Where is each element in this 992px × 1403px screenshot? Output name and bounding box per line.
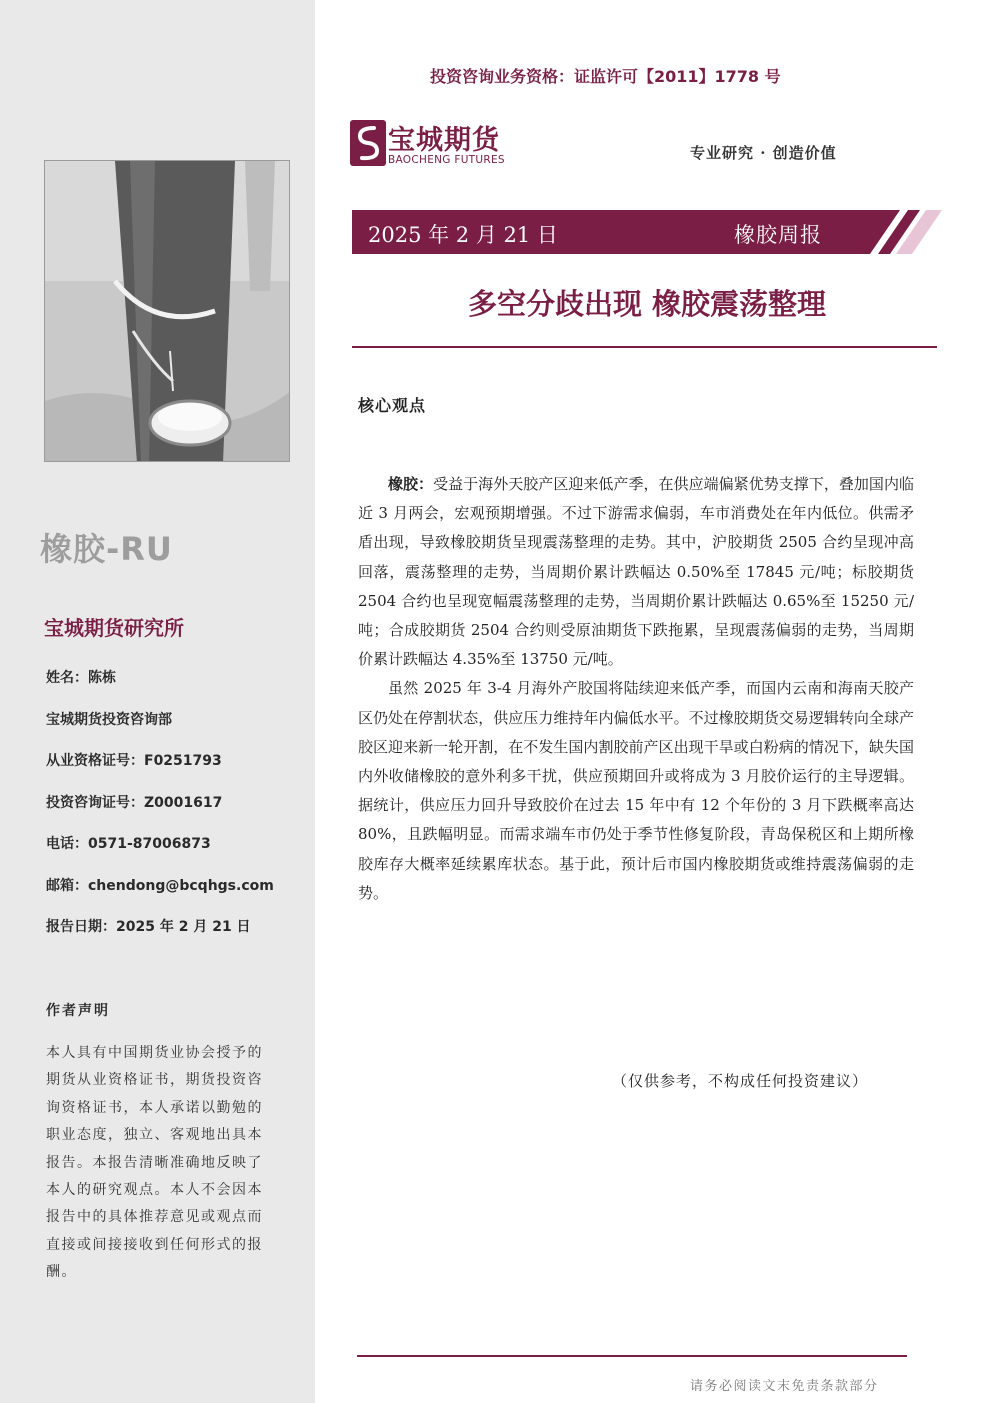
report-date: 报告日期：2025 年 2 月 21 日 (46, 919, 251, 935)
paragraph-1-lead: 橡胶： (388, 475, 434, 493)
phone: 电话：0571-87006873 (46, 836, 211, 852)
declaration-text: 本人具有中国期货业协会授予的期货从业资格证书，期货投资咨询资格证书，本人承诺以勤勉的职业态度，独立、客观地出具本报告。本报告清晰准确地反映了本人的研究观点。本人不会因本报告中的具体推荐意见或观点而直接或间接接收到任何形式的报酬。 (46, 1045, 263, 1281)
footer-divider (357, 1355, 907, 1357)
institute-name: 宝城期货研究所 (44, 616, 184, 640)
logo-english: BAOCHENG FUTURES (388, 154, 505, 166)
logo-chinese: 宝城期货 (388, 125, 500, 156)
product-code: 橡胶-RU (40, 530, 173, 568)
title-divider (352, 346, 937, 348)
report-type: 橡胶周报 (734, 223, 822, 247)
analyst-name: 姓名：陈栋 (46, 670, 116, 686)
investment-disclaimer: （仅供参考，不构成任何投资建议） (612, 1072, 869, 1090)
license-line: 投资咨询业务资格：证监许可【2011】1778 号 (430, 67, 781, 86)
consulting-license-number: 投资咨询证号：Z0001617 (46, 794, 223, 811)
footer-note: 请务必阅读文末免责条款部分 (690, 1379, 879, 1394)
report-banner (352, 210, 942, 254)
analyst-info-list (46, 668, 306, 959)
banner-date: 2025 年 2 月 21 日 (368, 223, 558, 247)
rubber-tree-image (45, 161, 290, 462)
department: 宝城期货投资咨询部 (46, 711, 172, 728)
company-logo (350, 118, 520, 172)
paragraph-2 (358, 674, 914, 908)
report-body (358, 470, 914, 908)
qualification-number: 从业资格证号：F0251793 (46, 753, 222, 769)
rubber-tapping-photo (44, 160, 290, 462)
logo-mark-icon (350, 120, 386, 166)
slogan: 专业研究 · 创造价值 (690, 144, 837, 162)
paragraph-1-text: 受益于海外天胶产区迎来低产季，在供应端偏紧优势支撑下，叠加国内临近 3 月两会，宏观预期增强。不过下游需求偏弱，车市消费处在年内低位。供需矛盾出现，导致橡胶期货呈现震荡整理的走势。其中，沪胶期货 2505 合约呈现冲高回落，震荡整理的走势，当周期价累计跌幅达 0.50%至 17845 元/吨；标胶期货 2504 合约也呈现宽幅震荡整理的走势，当周期价累计跌幅达 0.65%至 15250 元/吨；合成胶期货 2504 合约则受原油期货下跌拖累，呈现震荡偏弱的走势，当周期价累计跌幅达 4.35%至 13750 元/吨。 (358, 475, 914, 669)
paragraph-1 (358, 470, 914, 674)
email: 邮箱：chendong@bcqhgs.com (46, 877, 274, 894)
declaration-title: 作者声明 (46, 1003, 110, 1019)
report-title: 多空分歧出现 橡胶震荡整理 (467, 287, 827, 321)
core-view-heading: 核心观点 (358, 396, 427, 415)
sidebar (0, 0, 315, 1403)
paragraph-2-text: 虽然 2025 年 3-4 月海外产胶国将陆续迎来低产季，而国内云南和海南天胶产区仍处在停割状态，供应压力维持年内偏低水平。不过橡胶期货交易逻辑转向全球产胶区迎来新一轮开割，在不发生国内割胶前产区出现干旱或白粉病的情况下，缺失国内外收储橡胶的意外利多干扰，供应预期回升或将成为 3 月胶价运行的主导逻辑。据统计，供应压力回升导致胶价在过去 15 年中有 12 个年份的 3 月下跌概率高达 80%，且跌幅明显。而需求端车市仍处于季节性修复阶段，青岛保税区和上期所橡胶库存大概率延续累库状态。基于此，预计后市国内橡胶期货或维持震荡偏弱的走势。 (358, 679, 914, 902)
